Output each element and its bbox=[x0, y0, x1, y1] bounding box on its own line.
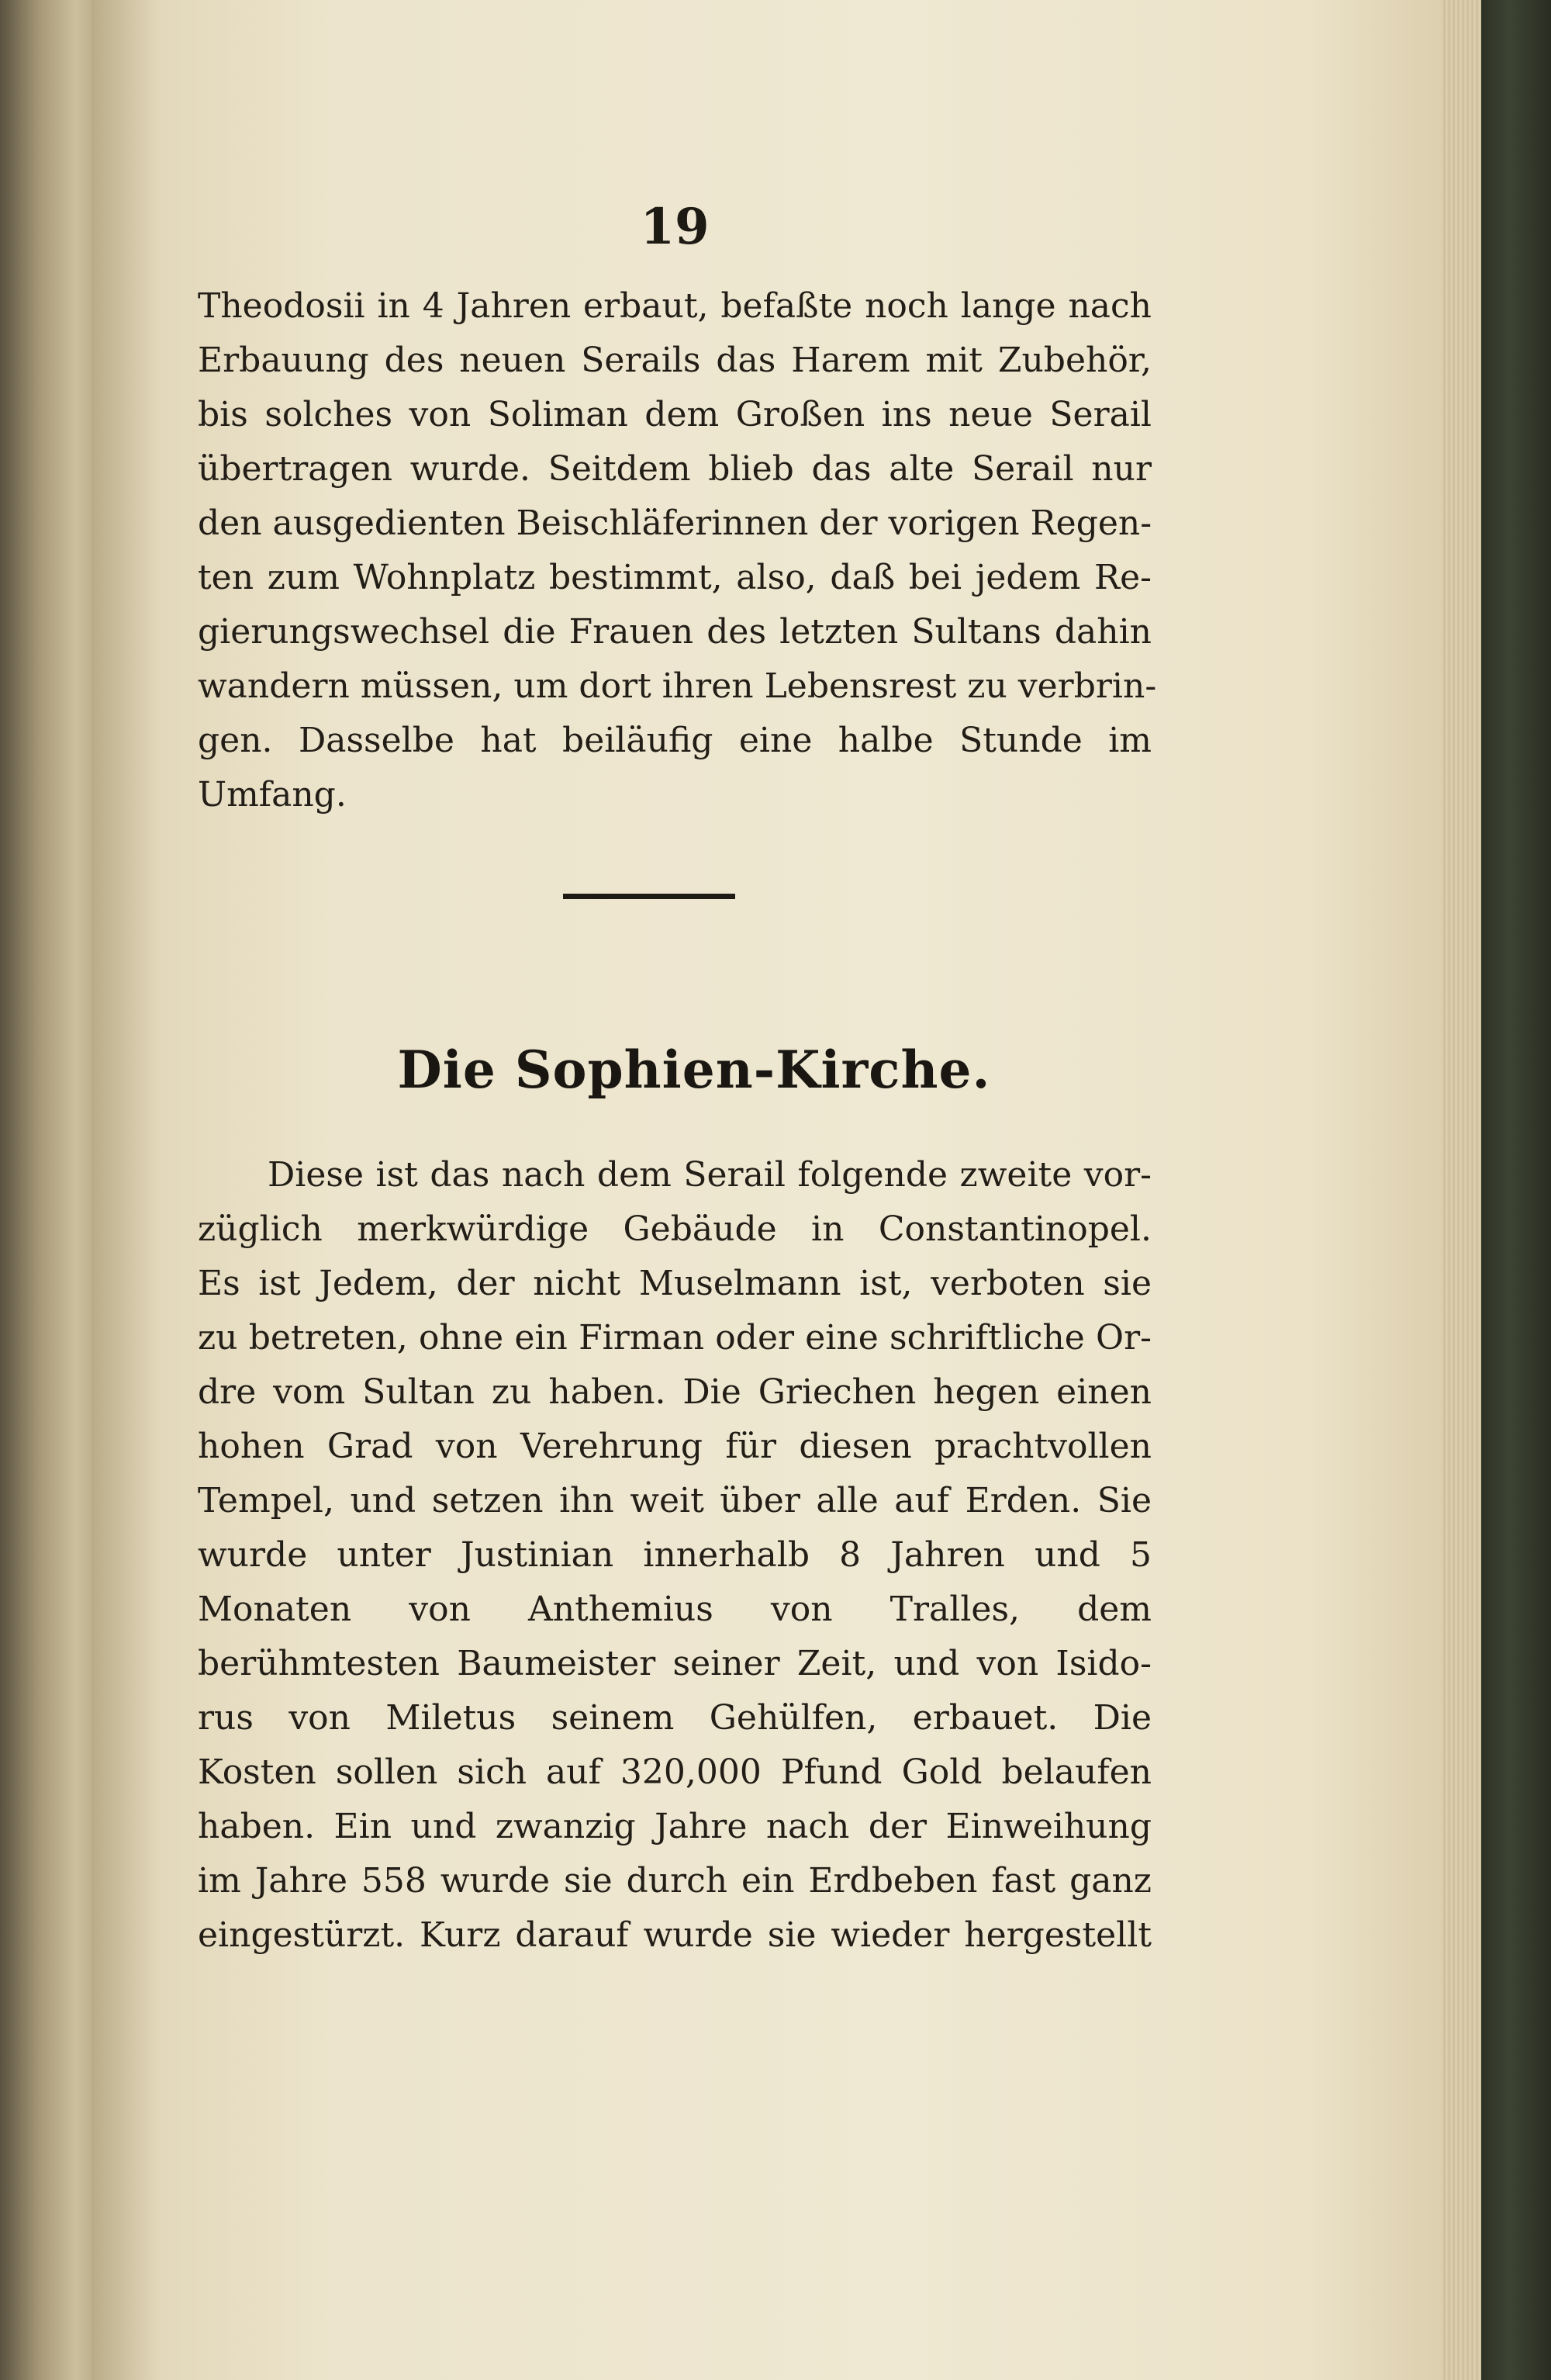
text-line: ten zum Wohnplatz bestimmt, also, daß bei jedem Re- bbox=[198, 558, 1152, 597]
text-line: gierungswechsel die Frauen des letzten Sultans dahin bbox=[198, 612, 1152, 652]
text-line: haben. Ein und zwanzig Jahre nach der Einweihung bbox=[198, 1807, 1152, 1846]
text-line: zu betreten, ohne ein Firman oder eine schriftliche Or- bbox=[198, 1318, 1152, 1358]
text-line: Erbauung des neuen Serails das Harem mit Zubehör, bbox=[198, 341, 1152, 380]
text-line: eingestürzt. Kurz darauf wurde sie wieder hergestellt bbox=[198, 1915, 1152, 1955]
page-number: 19 bbox=[640, 198, 710, 256]
text-line: hohen Grad von Verehrung für diesen prachtvollen bbox=[198, 1427, 1152, 1466]
text-line: Monaten von Anthemius von Tralles, dem bbox=[198, 1590, 1152, 1629]
text-line: rus von Miletus seinem Gehülfen, erbauet. Die bbox=[198, 1698, 1152, 1738]
left-page-edge bbox=[0, 0, 101, 2380]
text-line: Umfang. bbox=[198, 775, 347, 815]
book-cover-board bbox=[1481, 0, 1551, 2380]
section-divider bbox=[563, 894, 735, 899]
text-line: gen. Dasselbe hat beiläufig eine halbe Stunde im bbox=[198, 721, 1152, 760]
paragraph-2 bbox=[198, 1148, 1152, 1963]
paragraph-1 bbox=[198, 279, 1157, 822]
page-stack-edge bbox=[1442, 0, 1481, 2380]
section-heading: Die Sophien-Kirche. bbox=[397, 1040, 991, 1100]
text-line: Kosten sollen sich auf 320,000 Pfund Gold belaufen bbox=[198, 1752, 1152, 1792]
text-line: wurde unter Justinian innerhalb 8 Jahren und 5 bbox=[198, 1535, 1152, 1575]
text-line: den ausgedienten Beischläferinnen der vorigen Regen- bbox=[198, 503, 1152, 543]
text-line: Diese ist das nach dem Serail folgende zweite vor- bbox=[268, 1155, 1152, 1195]
text-line: übertragen wurde. Seitdem blieb das alte Serail nur bbox=[198, 449, 1152, 489]
text-line: Es ist Jedem, der nicht Muselmann ist, verboten sie bbox=[198, 1264, 1152, 1303]
text-line: züglich merkwürdige Gebäude in Constantinopel. bbox=[198, 1209, 1152, 1249]
text-line: Theodosii in 4 Jahren erbaut, befaßte noch lange nach bbox=[198, 286, 1152, 326]
text-line: bis solches von Soliman dem Großen ins neue Serail bbox=[198, 395, 1152, 434]
text-line: dre vom Sultan zu haben. Die Griechen hegen einen bbox=[198, 1372, 1152, 1412]
text-line: im Jahre 558 wurde sie durch ein Erdbeben fast ganz bbox=[198, 1861, 1152, 1901]
text-line: wandern müssen, um dort ihren Lebensrest zu verbrin- bbox=[198, 666, 1157, 706]
text-line: berühmtesten Baumeister seiner Zeit, und von Isido- bbox=[198, 1644, 1152, 1683]
text-line: Tempel, und setzen ihn weit über alle auf Erden. Sie bbox=[198, 1481, 1152, 1520]
